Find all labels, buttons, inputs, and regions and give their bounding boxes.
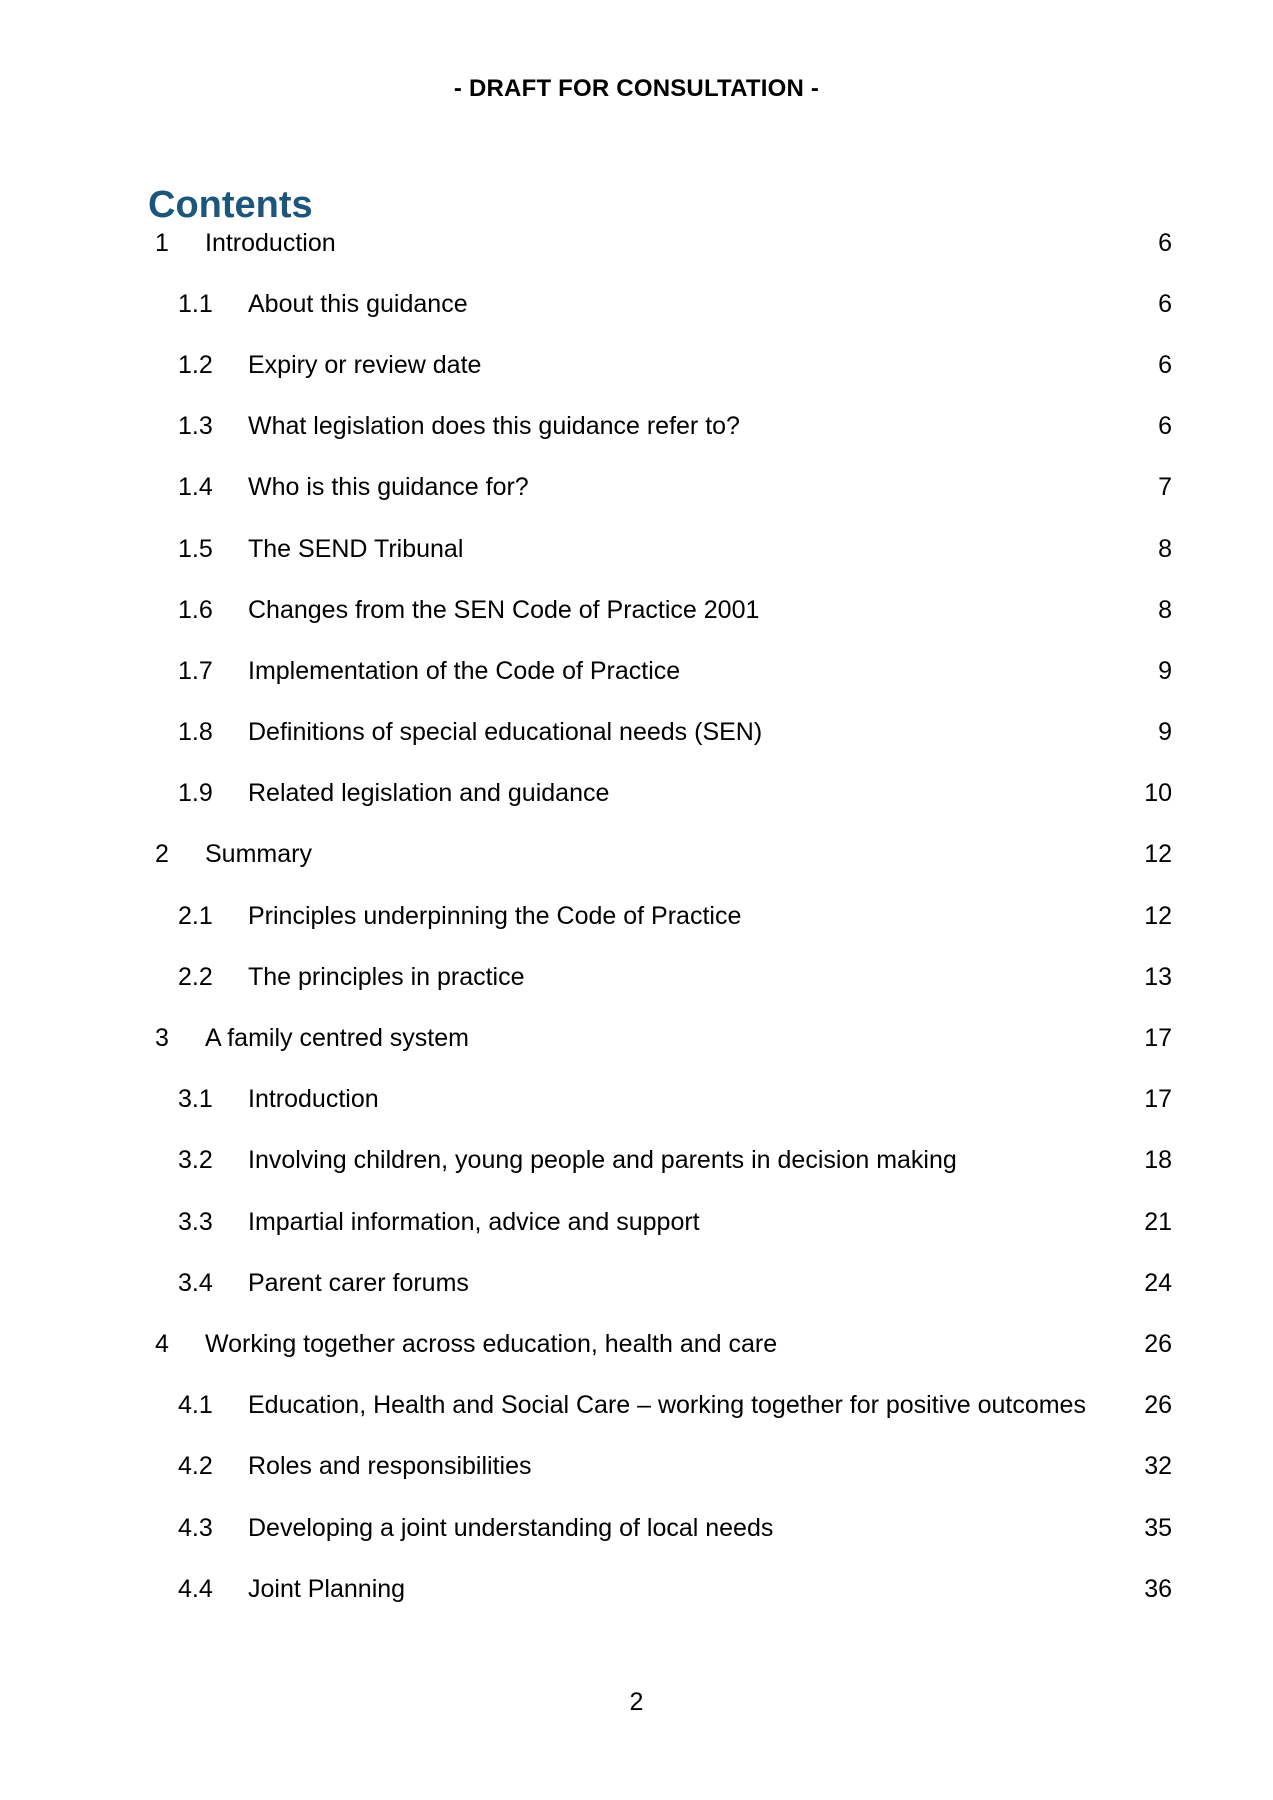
toc-entry[interactable] [155,946,1172,1007]
toc-entry-title: What legislation does this guidance refer to? [248,412,740,441]
toc-entry[interactable] [155,1558,1172,1619]
toc-entry-title: Roles and responsibilities [248,1452,532,1481]
toc-entry[interactable] [155,457,1172,518]
toc-entry-number: 1.3 [178,412,213,441]
toc-entry-page: 9 [1158,718,1172,747]
toc-entry[interactable] [155,1007,1172,1068]
toc-entry-page: 8 [1158,595,1172,624]
toc-entry-page: 18 [1144,1146,1172,1175]
toc-entry-title: Introduction [205,228,336,257]
toc-entry-title: Parent carer forums [248,1268,469,1297]
toc-entry[interactable] [155,212,1172,273]
toc-entry[interactable] [155,1191,1172,1252]
contents-heading: Contents [148,184,313,227]
toc-entry-title: The principles in practice [248,962,525,991]
toc-entry-title: Implementation of the Code of Practice [248,656,681,685]
toc-entry-page: 26 [1144,1329,1172,1358]
toc-entry-title: Joint Planning [248,1574,406,1603]
toc-entry-number: 1.9 [178,779,213,808]
toc-entry-page: 32 [1144,1452,1172,1481]
toc-entry-page: 7 [1158,473,1172,502]
toc-entry-page: 24 [1144,1268,1172,1297]
toc-entry-number: 3.1 [178,1085,213,1114]
toc-entry-page: 12 [1144,901,1172,930]
toc-entry-title: Working together across education, health and care [205,1329,778,1358]
toc-entry-title: Developing a joint understanding of local needs [248,1513,774,1542]
toc-entry-number: 1.7 [178,656,213,685]
toc-entry-title: Education, Health and Social Care – working together for positive outcomes [248,1391,1086,1420]
draft-consultation-banner: - DRAFT FOR CONSULTATION - [453,75,820,102]
toc-entry-page: 26 [1144,1391,1172,1420]
toc-entry-title: Definitions of special educational needs (SEN) [248,718,763,747]
toc-entry[interactable] [155,1069,1172,1130]
toc-entry-page: 21 [1144,1207,1172,1236]
toc-entry-page: 6 [1158,228,1172,257]
toc-entry-number: 4 [155,1329,169,1358]
toc-entry-title: The SEND Tribunal [248,534,464,563]
toc-entry-title: Principles underpinning the Code of Practice [248,901,742,930]
toc-entry[interactable] [155,1436,1172,1497]
toc-entry-title: Changes from the SEN Code of Practice 2001 [248,595,760,624]
toc-entry-page: 8 [1158,534,1172,563]
toc-entry[interactable] [155,702,1172,763]
toc-entry-page: 13 [1144,962,1172,991]
toc-entry[interactable] [155,1375,1172,1436]
toc-entry-page: 12 [1144,840,1172,869]
toc-entry[interactable] [155,273,1172,334]
toc-entry[interactable] [155,885,1172,946]
page-number: 2 [629,1688,644,1716]
toc-entry-title: Who is this guidance for? [248,473,529,502]
toc-entry-title: Impartial information, advice and support [248,1207,700,1236]
toc-entry-number: 2 [155,840,169,869]
toc-entry[interactable] [155,1497,1172,1558]
toc-entry[interactable] [155,579,1172,640]
toc-entry-number: 1.5 [178,534,213,563]
toc-entry-title: Expiry or review date [248,350,482,379]
toc-entry-number: 1.6 [178,595,213,624]
toc-entry-number: 4.4 [178,1574,213,1603]
toc-entry[interactable] [155,334,1172,395]
toc-entry-page: 6 [1158,350,1172,379]
toc-entry[interactable] [155,1130,1172,1191]
toc-entry[interactable] [155,1252,1172,1313]
toc-entry[interactable] [155,763,1172,824]
toc-entry-page: 6 [1158,412,1172,441]
toc-entry[interactable] [155,518,1172,579]
toc-entry-title: Introduction [248,1085,379,1114]
toc-entry-number: 1.2 [178,350,213,379]
table-of-contents [155,212,1172,1619]
toc-entry[interactable] [155,640,1172,701]
toc-entry-page: 35 [1144,1513,1172,1542]
toc-entry-title: A family centred system [205,1024,469,1053]
toc-entry-number: 2.2 [178,962,213,991]
toc-entry-number: 4.2 [178,1452,213,1481]
toc-entry-number: 3.4 [178,1268,213,1297]
toc-entry-page: 10 [1144,779,1172,808]
toc-entry-number: 3 [155,1024,169,1053]
toc-entry-title: Summary [205,840,312,869]
toc-entry-number: 1.8 [178,718,213,747]
toc-entry-number: 1.4 [178,473,213,502]
toc-entry-number: 1 [155,228,169,257]
toc-entry[interactable] [155,1313,1172,1374]
toc-entry-page: 36 [1144,1574,1172,1603]
toc-entry-number: 1.1 [178,289,213,318]
toc-entry-page: 17 [1144,1024,1172,1053]
toc-entry-number: 4.1 [178,1391,213,1420]
toc-entry-title: Involving children, young people and parents in decision making [248,1146,957,1175]
toc-entry-page: 17 [1144,1085,1172,1114]
toc-entry-number: 3.3 [178,1207,213,1236]
toc-entry-title: About this guidance [248,289,468,318]
toc-entry[interactable] [155,824,1172,885]
toc-entry-number: 4.3 [178,1513,213,1542]
toc-entry-number: 3.2 [178,1146,213,1175]
toc-entry-title: Related legislation and guidance [248,779,610,808]
toc-entry-page: 6 [1158,289,1172,318]
toc-entry[interactable] [155,396,1172,457]
toc-entry-page: 9 [1158,656,1172,685]
toc-entry-number: 2.1 [178,901,213,930]
